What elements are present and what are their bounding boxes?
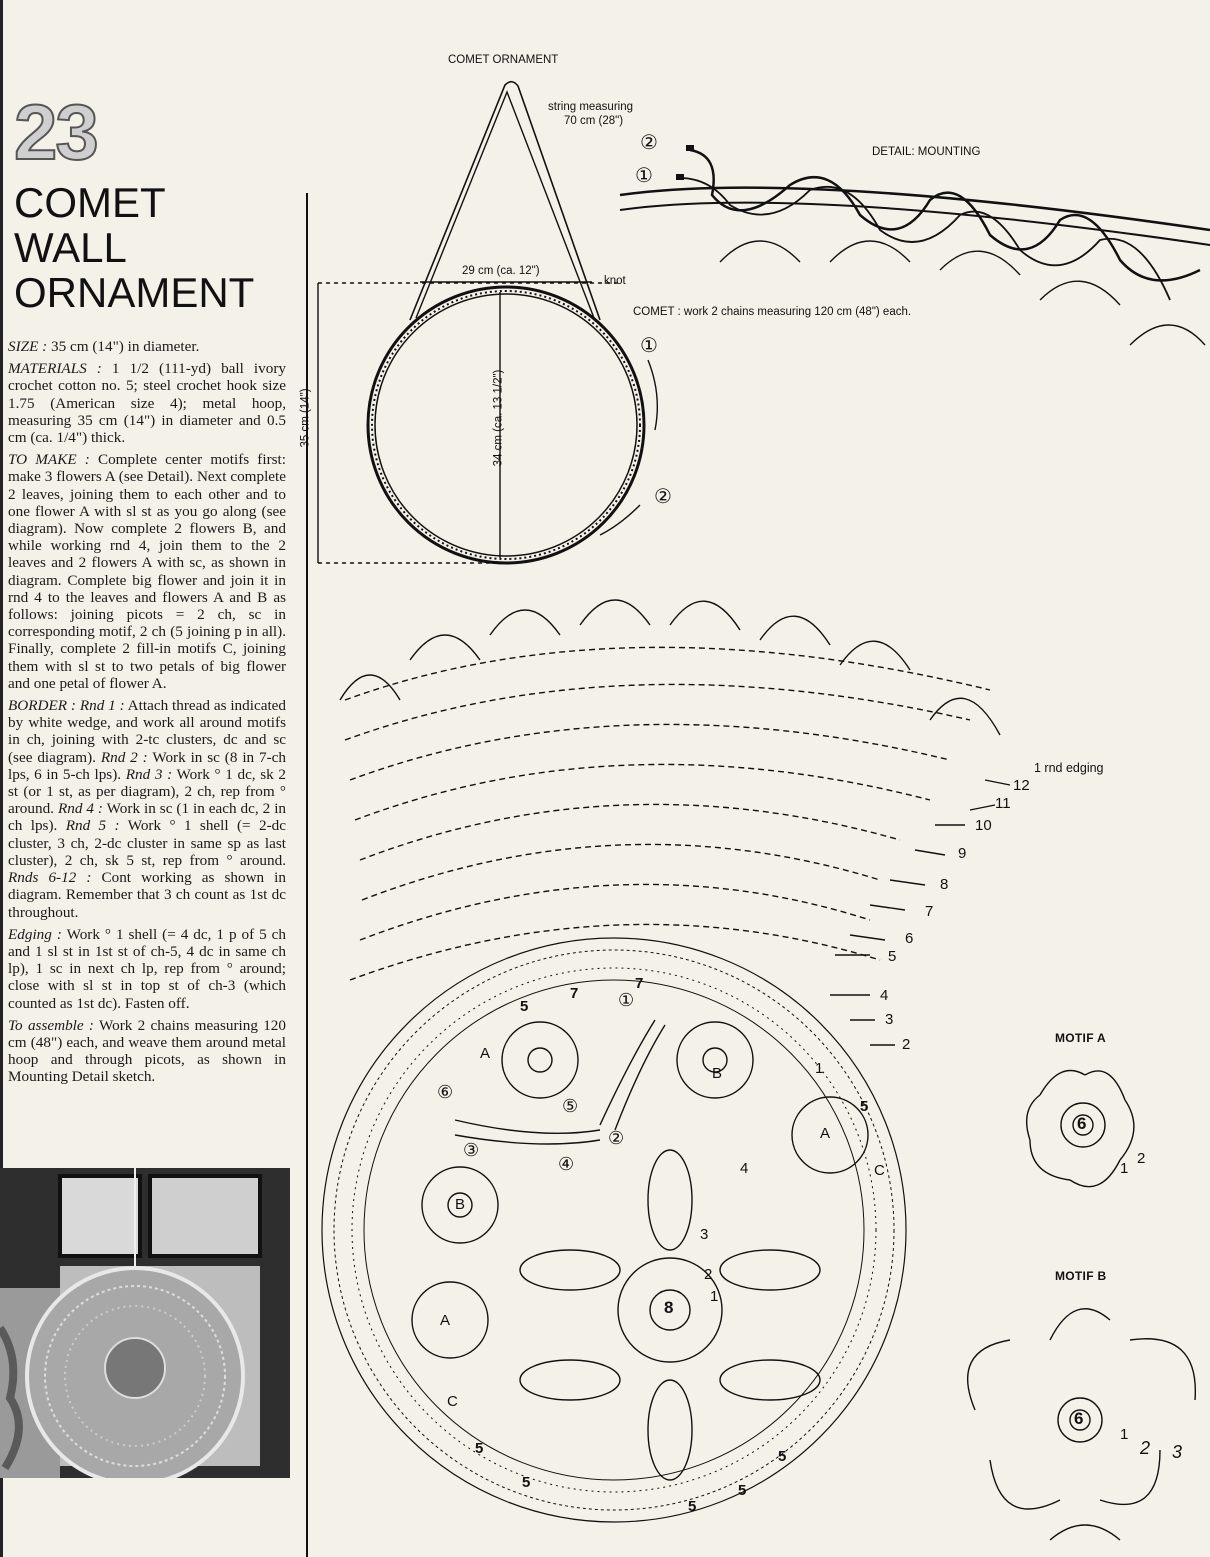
motif-a-label: MOTIF A [1055,1031,1106,1045]
chart-num-5c: 5 [475,1440,484,1457]
chart-num-1: 1 [815,1060,824,1077]
mount-marker-1: ① [635,165,653,187]
title-line-1: COMET [14,179,166,226]
edging-label: Edging : [8,925,62,943]
motif-letter-b2: B [455,1196,466,1213]
chart-cnum-4: ④ [558,1154,575,1174]
round-8: 8 [940,876,949,893]
motif-letter-b1: B [712,1065,723,1082]
rnd3-text: Work ° 1 dc, sk 2 st (or 1 st, as per diagram), 2 ch, rep from ° around. [8,765,286,818]
rnds612-label: Rnds 6-12 : [8,869,92,887]
materials-label: MATERIALS : [8,360,102,378]
chart-cnum-5: ⑤ [562,1096,579,1116]
border-text: Attach thread as indicated by white wedge, and work all around motifs in ch, joining with 2-tc clusters, dc and sc (see diagram). [8,697,286,766]
mounting-hoop [620,188,1210,230]
round-3: 3 [885,1011,894,1028]
round-7: 7 [925,903,934,920]
edging-text: Work ° 1 shell (= 4 dc, 1 p of 5 ch and 1 sl st in 1st st of ch-5, 4 dc in same ch lp), 1 sc in next ch lp, rep from ° around; close with sl st in top st of ch-3 (which counted as 1st dc). Fasten off. [8,925,286,1012]
motif-a-rnd2: 2 [1137,1150,1146,1167]
hoop-marker-1: ① [640,335,658,357]
chart-num-4: 4 [740,1160,749,1177]
knot-label: knot [604,275,626,287]
round-9: 9 [958,845,967,862]
chart-cnum-2: ② [608,1128,625,1148]
chart-num-5e: 5 [688,1498,697,1515]
rnd4-label: Rnd 4 : [57,800,103,818]
motif-letter-a1: A [480,1045,491,1062]
rnd5-label: Rnd 5 : [65,817,120,835]
assemble-text: Work 2 chains measuring 120 cm (48") each, and weave them around metal hoop and through picots, as shown in Mounting Detail sketch. [8,1016,286,1086]
rnd2-text: Work in sc (8 in 7-ch lps, 6 in 5-ch lps). [8,748,286,783]
round-2: 2 [902,1036,911,1053]
motif-letter-a3: A [440,1312,451,1329]
rnd5-text: Work ° 1 shell (= 2-dc cluster, 3 ch, 2-dc cluster in same sp as last cluster), 2 ch, sk 5 st, rep from ° around. [8,817,286,869]
edging-label: 1 rnd edging [1034,761,1104,775]
round-12: 12 [1013,777,1030,794]
assemble-label: To assemble : [8,1016,94,1034]
chart-num-5d: 5 [522,1474,531,1491]
motif-b-rnd3: 3 [1172,1442,1183,1462]
string-label-1: string measuring [548,101,634,113]
round-4: 4 [880,987,889,1004]
chart-num-7b: 7 [635,975,644,992]
rnd2-label: Rnd 2 : [100,748,148,766]
chart-num-5b: 5 [860,1098,869,1115]
motif-letter-c2: C [447,1393,458,1410]
chart-num-3: 3 [700,1226,709,1243]
round-5: 5 [888,948,897,965]
motif-b-rnd2: 2 [1140,1438,1151,1458]
chart-num-5f: 5 [738,1482,747,1499]
motif-b-center: 6 [1074,1409,1084,1428]
dim-34-label: 34 cm (ca. 13 1/2") [492,369,505,467]
to-make-text: Complete center motifs first: make 3 flowers A (see Detail). Next complete 2 leaves, joining them to each other and to one flower A with sl st as you go along (see diagram). Now complete 2 flowers B, and while working rnd 4, join them to the 2 leaves and 2 flowers A with sc, as shown in diagram. Complete big flower and join it in rnd 4 to the leaves and flowers A and B as follows: joining picots = 2 ch, sc in corresponding motif, 2 ch (5 joining p in all). Finally, complete 2 fill-in motifs C, joining them with sl st to two petals of big flower and one petal of flower A. [8,451,286,692]
chart-num-2: 2 [704,1266,713,1283]
to-make-label: TO MAKE : [8,451,90,469]
round-6: 6 [905,930,914,947]
title-line-3: ORNAMENT [14,269,255,316]
title-line-2: WALL [14,224,127,271]
comet-chains-label: COMET : work 2 chains measuring 120 cm (48") each. [633,306,912,318]
motif-letter-a2: A [820,1125,831,1142]
string-label-2: 70 cm (28") [564,115,624,127]
materials-text: 1 1/2 (111-yd) ball ivory crochet cotton no. 5; steel crochet hook size 1.75 (American size 4); metal hoop, measuring 35 cm (14") in diameter and 0.5 cm (ca. 1/4") thick. [8,360,286,447]
pattern-number: 23 [14,88,97,176]
hoop [368,287,644,563]
motif-b-label: MOTIF B [1055,1269,1107,1283]
chart-cnum-6: ⑥ [437,1082,454,1102]
chart-num-8: 8 [664,1298,674,1317]
mount-marker-2: ② [640,132,658,154]
dim-35-label: 35 cm (14") [299,388,312,448]
border-label: BORDER : Rnd 1 : [8,697,125,715]
chart-num-1b: 1 [710,1288,719,1305]
detail-mounting-label: DETAIL: MOUNTING [872,146,981,158]
motif-a-rnd1: 1 [1120,1160,1129,1177]
chart-num-5g: 5 [778,1448,787,1465]
dim-29-label: 29 cm (ca. 12") [462,265,540,277]
round-10: 10 [975,817,992,834]
rnd4-text: Work in sc (1 in each dc, 2 in ch lps). [8,800,287,835]
motif-a-center: 6 [1077,1114,1087,1133]
chart-num-5a: 5 [520,998,529,1015]
chart-num-7a: 7 [570,985,579,1002]
motif-letter-c1: C [874,1162,885,1179]
motif-b-rnd1: 1 [1120,1426,1129,1443]
rnds612-text: Cont working as shown in diagram. Remember that 3 ch count as 1st dc throughout. [8,869,286,921]
rnd3-label: Rnd 3 : [125,765,173,783]
chart-cnum-1: ① [618,990,635,1010]
size-text: 35 cm (14") in diameter. [47,338,200,355]
comet-ornament-label: COMET ORNAMENT [448,54,559,66]
hoop-marker-2: ② [654,486,672,508]
round-11: 11 [995,795,1011,812]
size-label: SIZE : [8,338,48,355]
crochet-chart [322,600,1010,1522]
chart-cnum-3: ③ [463,1140,480,1160]
